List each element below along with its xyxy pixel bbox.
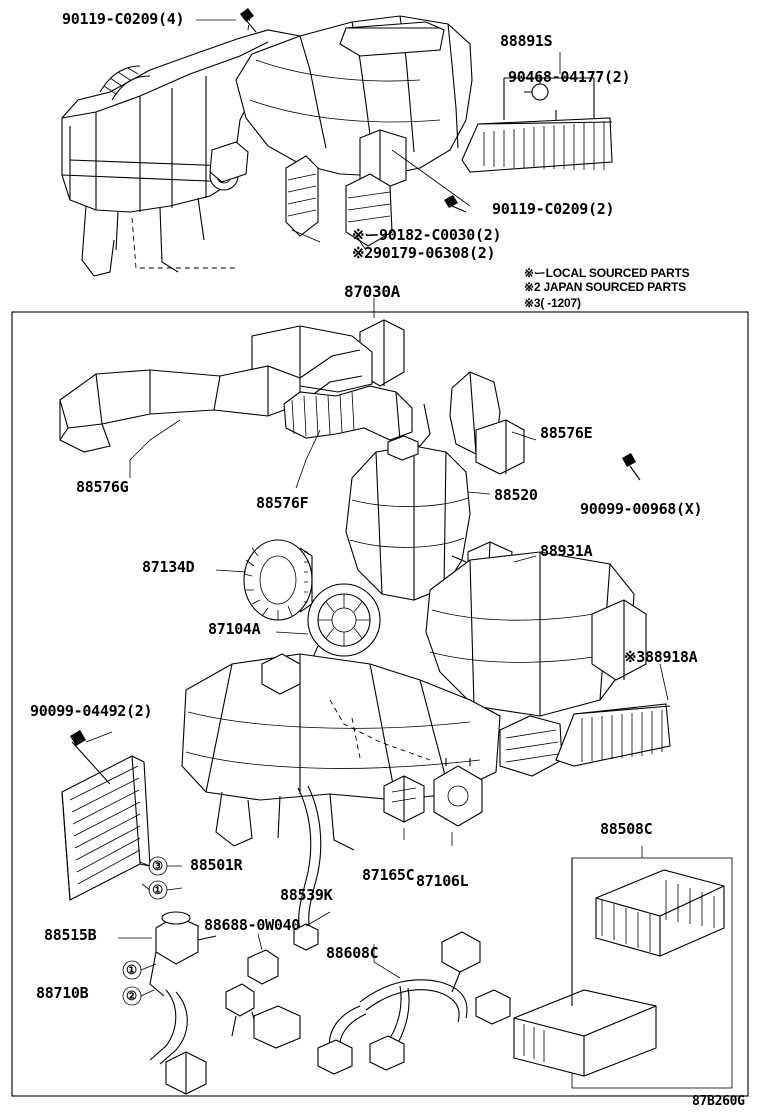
figure-id: 87B260G: [692, 1094, 745, 1109]
label-87106l: 87106L: [416, 872, 469, 890]
label-87165c: 87165C: [362, 866, 415, 884]
callout-3: ③: [152, 858, 164, 873]
callout-2: ②: [126, 988, 138, 1003]
label-90099-00968-x: 90099-00968(X): [580, 500, 703, 518]
note-date-range: ※3( -1207): [524, 296, 581, 310]
label-87134d: 87134D: [142, 558, 195, 576]
label-90119-c0209-2: 90119-C0209(2): [492, 200, 615, 218]
label-88608c: 88608C: [326, 944, 379, 962]
callout-1b: ①: [126, 962, 138, 977]
note-japan-sourced: ※2 JAPAN SOURCED PARTS: [524, 280, 686, 294]
label-88710b: 88710B: [36, 984, 89, 1002]
label-88576f: 88576F: [256, 494, 309, 512]
main-hvac-exploded: [60, 298, 732, 1094]
label-90099-04492-2: 90099-04492(2): [30, 702, 153, 720]
label-88891s: 88891S: [500, 32, 553, 50]
label-87104a: 87104A: [208, 620, 261, 638]
label-88688-0w040: 88688-0W040: [204, 916, 301, 934]
label-90182-c0030-2: ※ー90182-C0030(2): [352, 226, 502, 244]
label-88501r: 88501R: [190, 856, 243, 874]
label-90119-c0209-4: 90119-C0209(4): [62, 10, 185, 28]
label-88918a: ※388918A: [624, 648, 698, 666]
label-88515b: 88515B: [44, 926, 97, 944]
label-90179-06308-2: ※290179-06308(2): [352, 244, 496, 262]
label-88576e: 88576E: [540, 424, 593, 442]
label-88931a: 88931A: [540, 542, 593, 560]
note-local-sourced: ※ーLOCAL SOURCED PARTS: [524, 266, 690, 280]
label-88520: 88520: [494, 486, 538, 504]
label-88539k: 88539K: [280, 886, 333, 904]
label-88576g: 88576G: [76, 478, 129, 496]
label-87030a: 87030A: [344, 282, 400, 301]
label-90468-04177-2: 90468-04177(2): [508, 68, 631, 86]
callout-1a: ①: [152, 882, 164, 897]
label-88508c: 88508C: [600, 820, 653, 838]
